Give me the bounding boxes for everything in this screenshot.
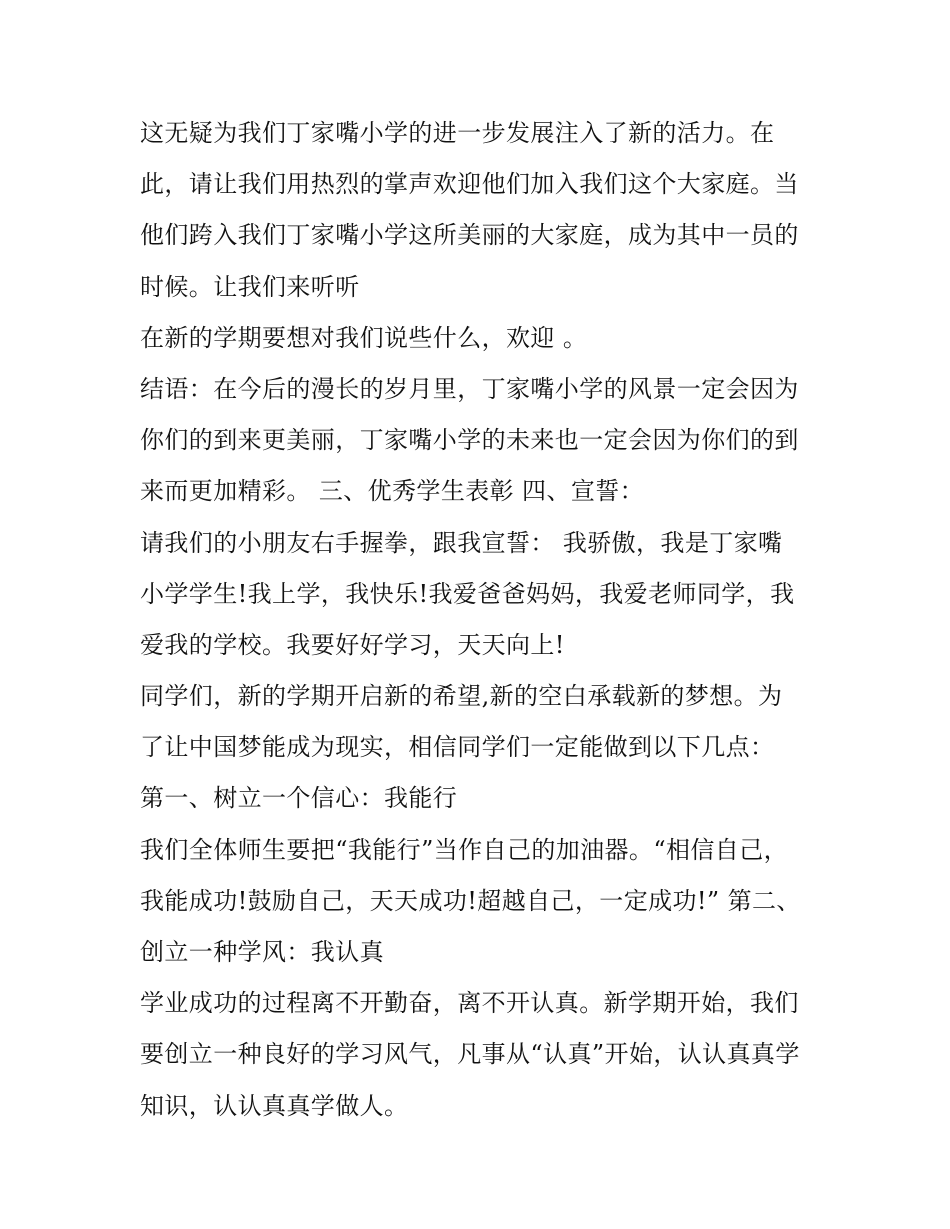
text-line: 小学学生!我上学，我快乐!我爱爸爸妈妈，我爱老师同学，我: [140, 579, 795, 608]
text-line: 同学们，新的学期开启新的希望,新的空白承载新的梦想。为: [140, 682, 783, 711]
text-line: 请我们的小朋友右手握拳，跟我宣誓： 我骄傲，我是丁家嘴: [140, 528, 783, 557]
text-line: 我能成功!鼓励自己，天天成功!超越自己，一定成功!” 第二、: [140, 886, 801, 915]
text-line: 学业成功的过程离不开勤奋，离不开认真。新学期开始，我们: [140, 989, 799, 1018]
text-line: 在新的学期要想对我们说些什么，欢迎 。: [140, 323, 588, 352]
text-line: 他们跨入我们丁家嘴小学这所美丽的大家庭，成为其中一员的: [140, 221, 799, 250]
text-line: 你们的到来更美丽，丁家嘴小学的未来也一定会因为你们的到: [140, 426, 799, 455]
text-line: 结语：在今后的漫长的岁月里，丁家嘴小学的风景一定会因为: [140, 374, 799, 403]
text-line: 创立一种学风：我认真: [140, 938, 384, 966]
text-line: 要创立一种良好的学习风气，凡事从“认真”开始，认认真真学: [140, 1040, 800, 1069]
text-line: 了让中国梦能成为现实，相信同学们一定能做到以下几点：: [140, 733, 775, 762]
body-text: [140, 108, 830, 1132]
text-line: 这无疑为我们丁家嘴小学的进一步发展注入了新的活力。在: [140, 119, 775, 147]
text-line: 知识，认认真真学做人。: [140, 1091, 409, 1120]
text-line: 爱我的学校。我要好好学习，天天向上!: [140, 630, 565, 659]
text-line: 时候。让我们来听听: [140, 272, 360, 301]
text-line: 此，请让我们用热烈的掌声欢迎他们加入我们这个大家庭。当: [140, 170, 799, 199]
text-line: 我们全体师生要把“我能行”当作自己的加油器。“相信自己，: [140, 835, 789, 864]
text-line: 来而更加精彩。 三、优秀学生表彰 四、宣誓：: [140, 477, 645, 506]
text-line: 第一、树立一个信心：我能行: [140, 784, 458, 813]
